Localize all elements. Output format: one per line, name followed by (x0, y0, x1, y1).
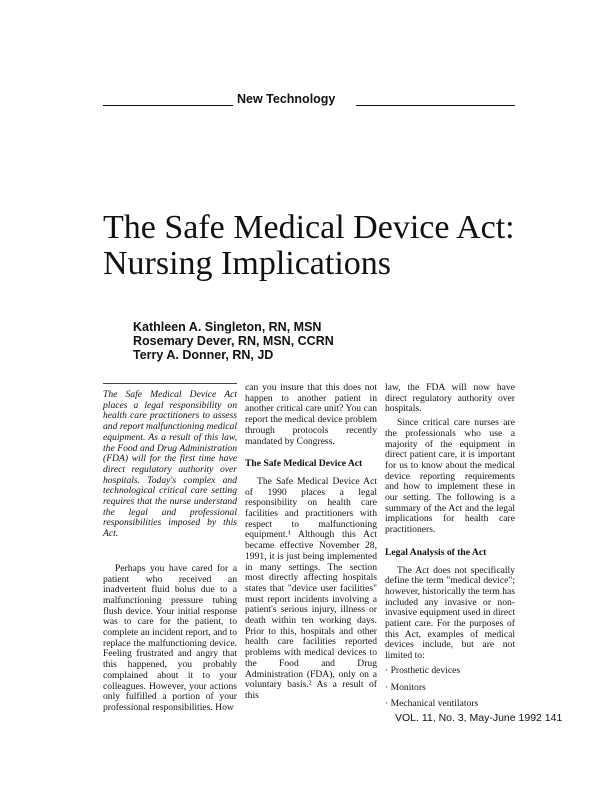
author-3: Terry A. Donner, RN, JD (133, 348, 274, 362)
body-paragraph: Perhaps you have cared for a patient who received an inadvertent fluid bolus due to a malfunctioning pressure tubing flush device. Your initial response was to care for the patient, to complete an incident report, and to replace the malfunctioning device. Feeling frustrated and angry that this happened, you probably complained about it to your colleagues. However, your actions only fulfilled a portion of your professional responsibilities. How (103, 562, 237, 713)
header-rule-left (103, 105, 233, 107)
author-list (133, 320, 334, 362)
author-1: Kathleen A. Singleton, RN, MSN (133, 320, 322, 334)
list-item: · Prosthetic devices (385, 664, 461, 676)
column-2 (245, 383, 377, 702)
column-3 (385, 383, 515, 716)
author-2: Rosemary Dever, RN, MSN, CCRN (133, 334, 334, 348)
body-paragraph: Since critical care nurses are the professionals who use a majority of the equipment in direct patient care, it is important for us to know about the medical device reporting requirements and how to implement these in our setting. The following is a summary of the Act and the legal implications for health care practitioners. (385, 417, 515, 536)
section-heading: The Safe Medical Device Act (245, 458, 363, 470)
header-rule-right (356, 105, 515, 107)
page-footer: VOL. 11, No. 3, May-June 1992 141 (395, 712, 563, 724)
device-list (385, 666, 515, 710)
column-1 (103, 383, 237, 714)
abstract-divider (103, 383, 237, 384)
article-title: The Safe Medical Device Act: Nursing Implications (103, 209, 515, 282)
body-paragraph: The Act does not specifically define the term "medical device"; however, historically the term has included any invasive or non-invasive equipment used in direct patient care. For the purposes of this Act, examples of medical devices include, but are not limited to: (385, 564, 515, 662)
body-paragraph: can you insure that this does not happen to another patient in another critical care unit? You can report the medical device problem through protocols recently mandated by Congress. (245, 382, 377, 447)
section-heading: Legal Analysis of the Act (385, 546, 487, 558)
body-paragraph: law, the FDA will now have direct regulatory authority over hospitals. (385, 382, 515, 415)
section-header (103, 92, 515, 108)
list-item: · Monitors (385, 681, 426, 693)
body-paragraph: The Safe Medical Device Act of 1990 places a legal responsibility on health care facilities and practitioners with respect to malfunctioning equipment.¹ Although this Act became effective November 28, 1991, it is just being implemented in many settings. The section most directly affecting hospitals states that "device user facilities" must report incidents involving a patient's serious injury, illness or death within ten working days. Prior to this, hospitals and other health care facilities reported problems with medical devices to the Food and Drug Administration (FDA), only on a voluntary basis.² As a result of this (245, 475, 377, 701)
section-label: New Technology (237, 92, 336, 106)
abstract: The Safe Medical Device Act places a legal responsibility on health care practitioners to assess and report malfunctioning medical equipment. As a result of this law, the Food and Drug Administration (FDA) will for the first time have direct regulatory authority over hospitals. Today's complex and technological critical care setting requires that the nurse understand the legal and professional responsibilities imposed by this Act. (103, 389, 237, 540)
list-item: · Mechanical ventilators (385, 698, 479, 710)
